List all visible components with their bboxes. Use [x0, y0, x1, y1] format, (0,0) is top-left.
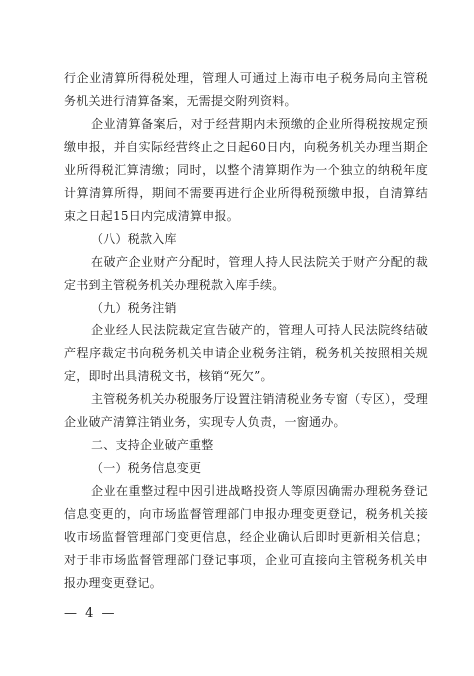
heading-tax-deregistration: （九）税务注销 — [91, 300, 177, 315]
heading-section-two: 二、支持企业破产重整 — [91, 438, 214, 453]
heading-info-change: （一）税务信息变更 — [91, 461, 202, 476]
document-body — [64, 67, 428, 595]
paragraph-1: 行企业清算所得税处理，管理人可通过上海市电子税务局向主管税务机关进行清算备案，无需提交附列资料。 — [64, 71, 428, 108]
paragraph-4: 在破产企业财产分配时，管理人持人民法院关于财产分配的裁定书到主管税务机关办理税款入库手续。 — [64, 254, 428, 292]
heading-tax-payment: （八）税款入库 — [91, 231, 177, 246]
paragraph-2: 企业清算备案后，对于经营期内未预缴的企业所得税按规定预缴申报，并自实际经营终止之日起60日内，向税务机关办理当期企业所得税汇算清缴；同时，以整个清算期作为一个独立的纳税年度计算清算所得，期间不需要再进行企业所得税预缴申报，自清算结束之日起15日内完成清算申报。 — [64, 116, 428, 223]
paragraph-6: 企业经人民法院裁定宣告破产的，管理人可持人民法院终结破产程序裁定书向税务机关申请企业税务注销，税务机关按照相关规定，即时出具清税文书，核销“死欠”。 — [64, 323, 428, 384]
page-number: — 4 — — [64, 606, 117, 621]
paragraph-10: 企业在重整过程中因引进战略投资人等原因确需办理税务登记信息变更的，向市场监督管理部门申报办理变更登记，税务机关接收市场监督管理部门变更信息，经企业确认后即时更新相关信息；对于非市场监督管理部门登记事项，企业可直接向主管税务机关申报办理变更登记。 — [64, 484, 428, 590]
paragraph-7: 主管税务机关办税服务厅设置注销清税业务专窗（专区），受理企业破产清算注销业务，实现专人负责，一窗通办。 — [64, 392, 429, 430]
